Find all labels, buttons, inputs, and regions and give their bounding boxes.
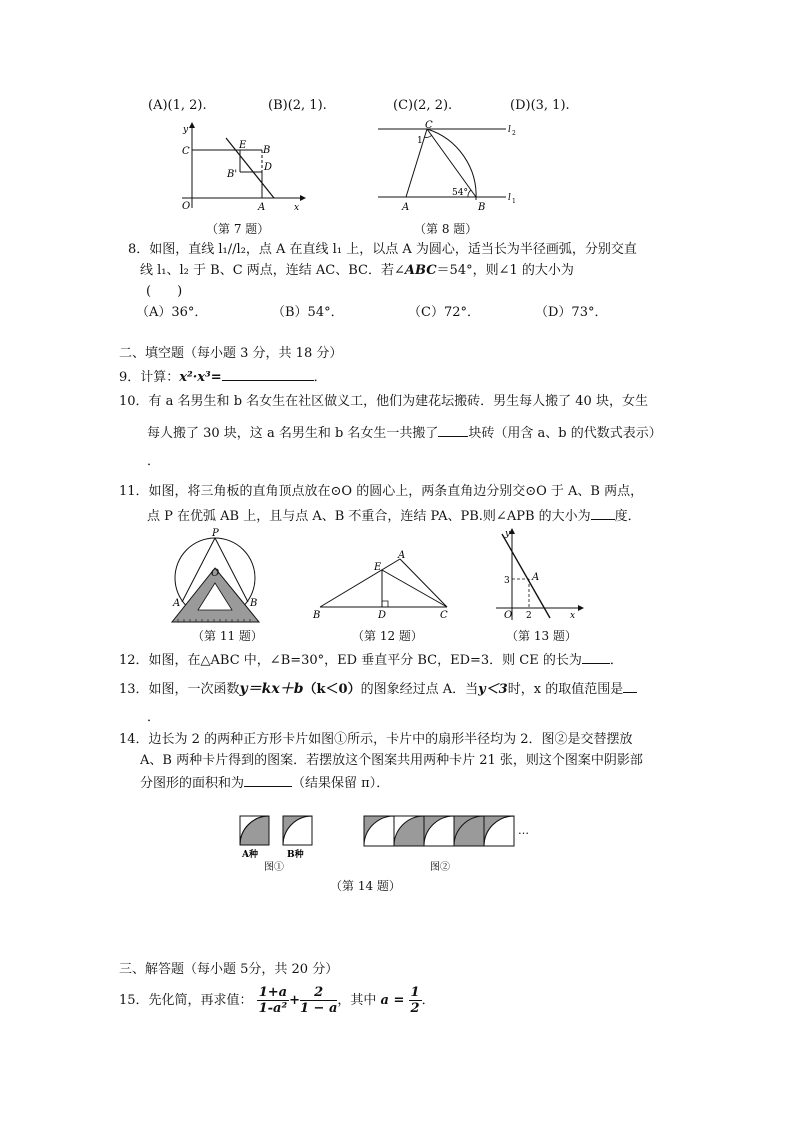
q10-line1: 10．有 a 名男生和 b 名女生在社区做义工，他们为建花坛搬砖．男生每人搬了 40 块，女生 [119, 394, 648, 409]
fig12-label-d: D [378, 610, 387, 621]
q12-text: 12．如图，在△ABC 中，∠B=30°，ED 垂直平分 BC，ED=3．则 CE 的长为 [119, 653, 582, 668]
q14-blank [244, 774, 292, 787]
q14-line3 [140, 774, 389, 792]
figure-12 [310, 550, 455, 622]
q13-expr: y＝kx＋b [239, 681, 304, 697]
q8-line1: 8．如图，直线 l₁//l₂，点 A 在直线 l₁ 上，以点 A 为圆心，适当长为半径画弧，分别交直 [128, 242, 637, 257]
q15-f1-numerator: 1+a [258, 985, 288, 1000]
q7-option-c: (C)(2, 2). [393, 98, 453, 113]
q9 [119, 368, 327, 386]
q10-line2-b: 块砖（用含 a、b 的代数式表示） [468, 426, 662, 441]
fig12-label-e: E [374, 562, 382, 573]
fig8-label-l1-sub: 1 [512, 198, 516, 205]
fig12-label-b: B [313, 610, 321, 621]
q8-line2 [140, 263, 574, 279]
fig14-dots: … [518, 824, 529, 837]
section-3-heading: 三、解答题（每小题 5分，共 20 分） [119, 962, 339, 977]
q8-option-b: （B）54°． [272, 305, 344, 320]
fig14-b-label: B种 [287, 850, 304, 860]
section-2-heading: 二、填空题（每小题 3 分，共 18 分） [119, 346, 343, 361]
q10-line3: ． [147, 454, 161, 469]
fig7-caption: （第 7 题） [206, 222, 270, 236]
q14-line2: A、B 两种卡片得到的图案．若摆放这个图案共用两种卡片 21 张，则这个图案中阴影部 [140, 753, 643, 768]
q13-prefix: 13．如图，一次函数 [119, 682, 240, 697]
fig11-label-a: A [173, 598, 181, 609]
q9-blank [222, 368, 314, 381]
fig14-caption: （第 14 题） [330, 879, 401, 893]
figure-14 [236, 812, 536, 874]
q8-line2-b: ＝54°，则∠1 的大小为 [436, 263, 574, 278]
figure-7 [170, 118, 310, 218]
fig8-label-1: 1 [417, 136, 423, 146]
q14-line3-a: 分图形的面积和为 [140, 776, 245, 791]
figure-13 [492, 528, 582, 624]
fig12-label-c: C [440, 610, 448, 621]
fig12-label-a: A [398, 550, 406, 561]
fig8-label-l2: l [508, 125, 511, 135]
fig7-label-e: E [239, 140, 247, 151]
q10-line2 [147, 424, 662, 442]
fig8-label-c: C [425, 120, 433, 131]
q13-cond: （k＜0） [303, 682, 361, 697]
q13-blank [623, 680, 637, 693]
fig8-angle-label: 54° [452, 188, 468, 198]
q9-prefix: 9．计算： [119, 370, 180, 385]
q15-fraction-1 [257, 985, 289, 1016]
q15-mid: ，其中 [337, 993, 377, 1008]
fig13-label-y: y [505, 529, 511, 539]
q10-line2-a: 每人搬了 30 块，这 a 名男生和 b 名女生一共搬了 [147, 426, 439, 441]
fig13-caption: （第 13 题） [506, 629, 577, 643]
fig8-label-b: B [478, 202, 486, 213]
q15 [119, 984, 435, 1018]
q14-line1: 14．边长为 2 的两种正方形卡片如图①所示，卡片中的扇形半径均为 2．图②是交替摆放 [119, 732, 633, 747]
fig7-label-b: B [263, 145, 271, 156]
fig7-label-x: x [294, 203, 300, 213]
q15-f3-denominator: 2 [410, 1001, 420, 1016]
q15-f2-denominator: 1 − a [299, 1001, 338, 1016]
q12 [119, 651, 623, 669]
q10-blank [438, 424, 468, 437]
fig7-label-c: C [182, 146, 190, 157]
fig12-caption: （第 12 题） [352, 629, 423, 643]
fig7-label-o: O [182, 201, 191, 212]
fig7-label-a: A [258, 202, 266, 213]
q13 [119, 680, 637, 698]
fig13-label-2: 2 [526, 611, 532, 621]
q12-end: ． [609, 653, 623, 668]
fig14-fig1: 图① [264, 862, 284, 873]
fig14-fig2: 图② [430, 862, 450, 873]
q8-paren: ( ) [146, 284, 183, 299]
q15-f1-denominator: 1-a² [258, 1001, 288, 1016]
q11-blank [591, 507, 615, 520]
q15-fraction-3 [409, 985, 422, 1016]
fig13-label-o: O [504, 610, 513, 621]
q12-blank [582, 651, 610, 664]
figure-8 [372, 118, 532, 218]
fig11-label-o: O [211, 568, 220, 579]
fig7-label-d: D [264, 162, 273, 173]
fig14-a-label: A种 [242, 850, 258, 860]
q15-f3-numerator: 1 [410, 985, 420, 1000]
q15-prefix: 15．先化简，再求值： [119, 993, 253, 1008]
q14-line3-b: （结果保留 π）． [292, 776, 390, 791]
q13-suffix: 时，x 的取值范围是 [507, 682, 624, 697]
figure-11 [168, 528, 268, 624]
fig13-label-x: x [570, 611, 576, 621]
q13-ineq: y＜3 [478, 682, 508, 697]
q15-a-eq: a = [380, 993, 405, 1008]
q9-expr: x²·x³= [179, 370, 222, 385]
q15-end: ． [421, 993, 435, 1008]
q15-f2-numerator: 2 [300, 985, 337, 1001]
fig7-label-b-prime: B' [227, 169, 238, 180]
fig11-label-b: B [250, 598, 258, 609]
fig8-label-a: A [402, 202, 410, 213]
q13-line2: ． [147, 710, 161, 725]
q8-abc: ABC [404, 263, 437, 278]
q11-line2-a: 点 P 在优弧 AB 上，且与点 A、B 不重合，连结 PA、PB.则∠APB 的大小为 [147, 509, 591, 524]
fig13-label-3: 3 [504, 576, 510, 586]
q15-fraction-2 [300, 985, 337, 1016]
q7-option-a: (A)(1, 2). [148, 98, 207, 113]
q9-end: ． [313, 370, 327, 385]
fig8-label-l2-sub: 2 [512, 130, 516, 137]
q8-option-a: （A）36°． [136, 305, 208, 320]
q7-option-b: (B)(2, 1). [268, 98, 327, 113]
q8-option-d: （D）73°． [535, 305, 608, 320]
q11-line2 [147, 507, 641, 525]
fig8-caption: （第 8 题） [414, 222, 478, 236]
q13-mid: 的图象经过点 A．当 [360, 682, 479, 697]
q8-option-c: （C）72°． [408, 305, 480, 320]
q11-line1: 11．如图，将三角板的直角顶点放在⊙O 的圆心上，两条直角边分别交⊙O 于 A、B 两点， [119, 484, 644, 499]
fig7-label-y: y [183, 125, 189, 135]
q15-plus: + [289, 993, 300, 1008]
q11-line2-b: 度． [614, 509, 641, 524]
q7-option-d: (D)(3, 1). [510, 98, 570, 113]
fig8-label-l1: l [508, 193, 511, 203]
fig11-caption: （第 11 题） [192, 629, 263, 643]
fig11-label-p: P [212, 528, 219, 539]
q8-line2-a: 线 l₁、l₂ 于 B、C 两点，连结 AC、BC．若∠ [140, 263, 405, 278]
fig13-label-a: A [532, 572, 540, 583]
